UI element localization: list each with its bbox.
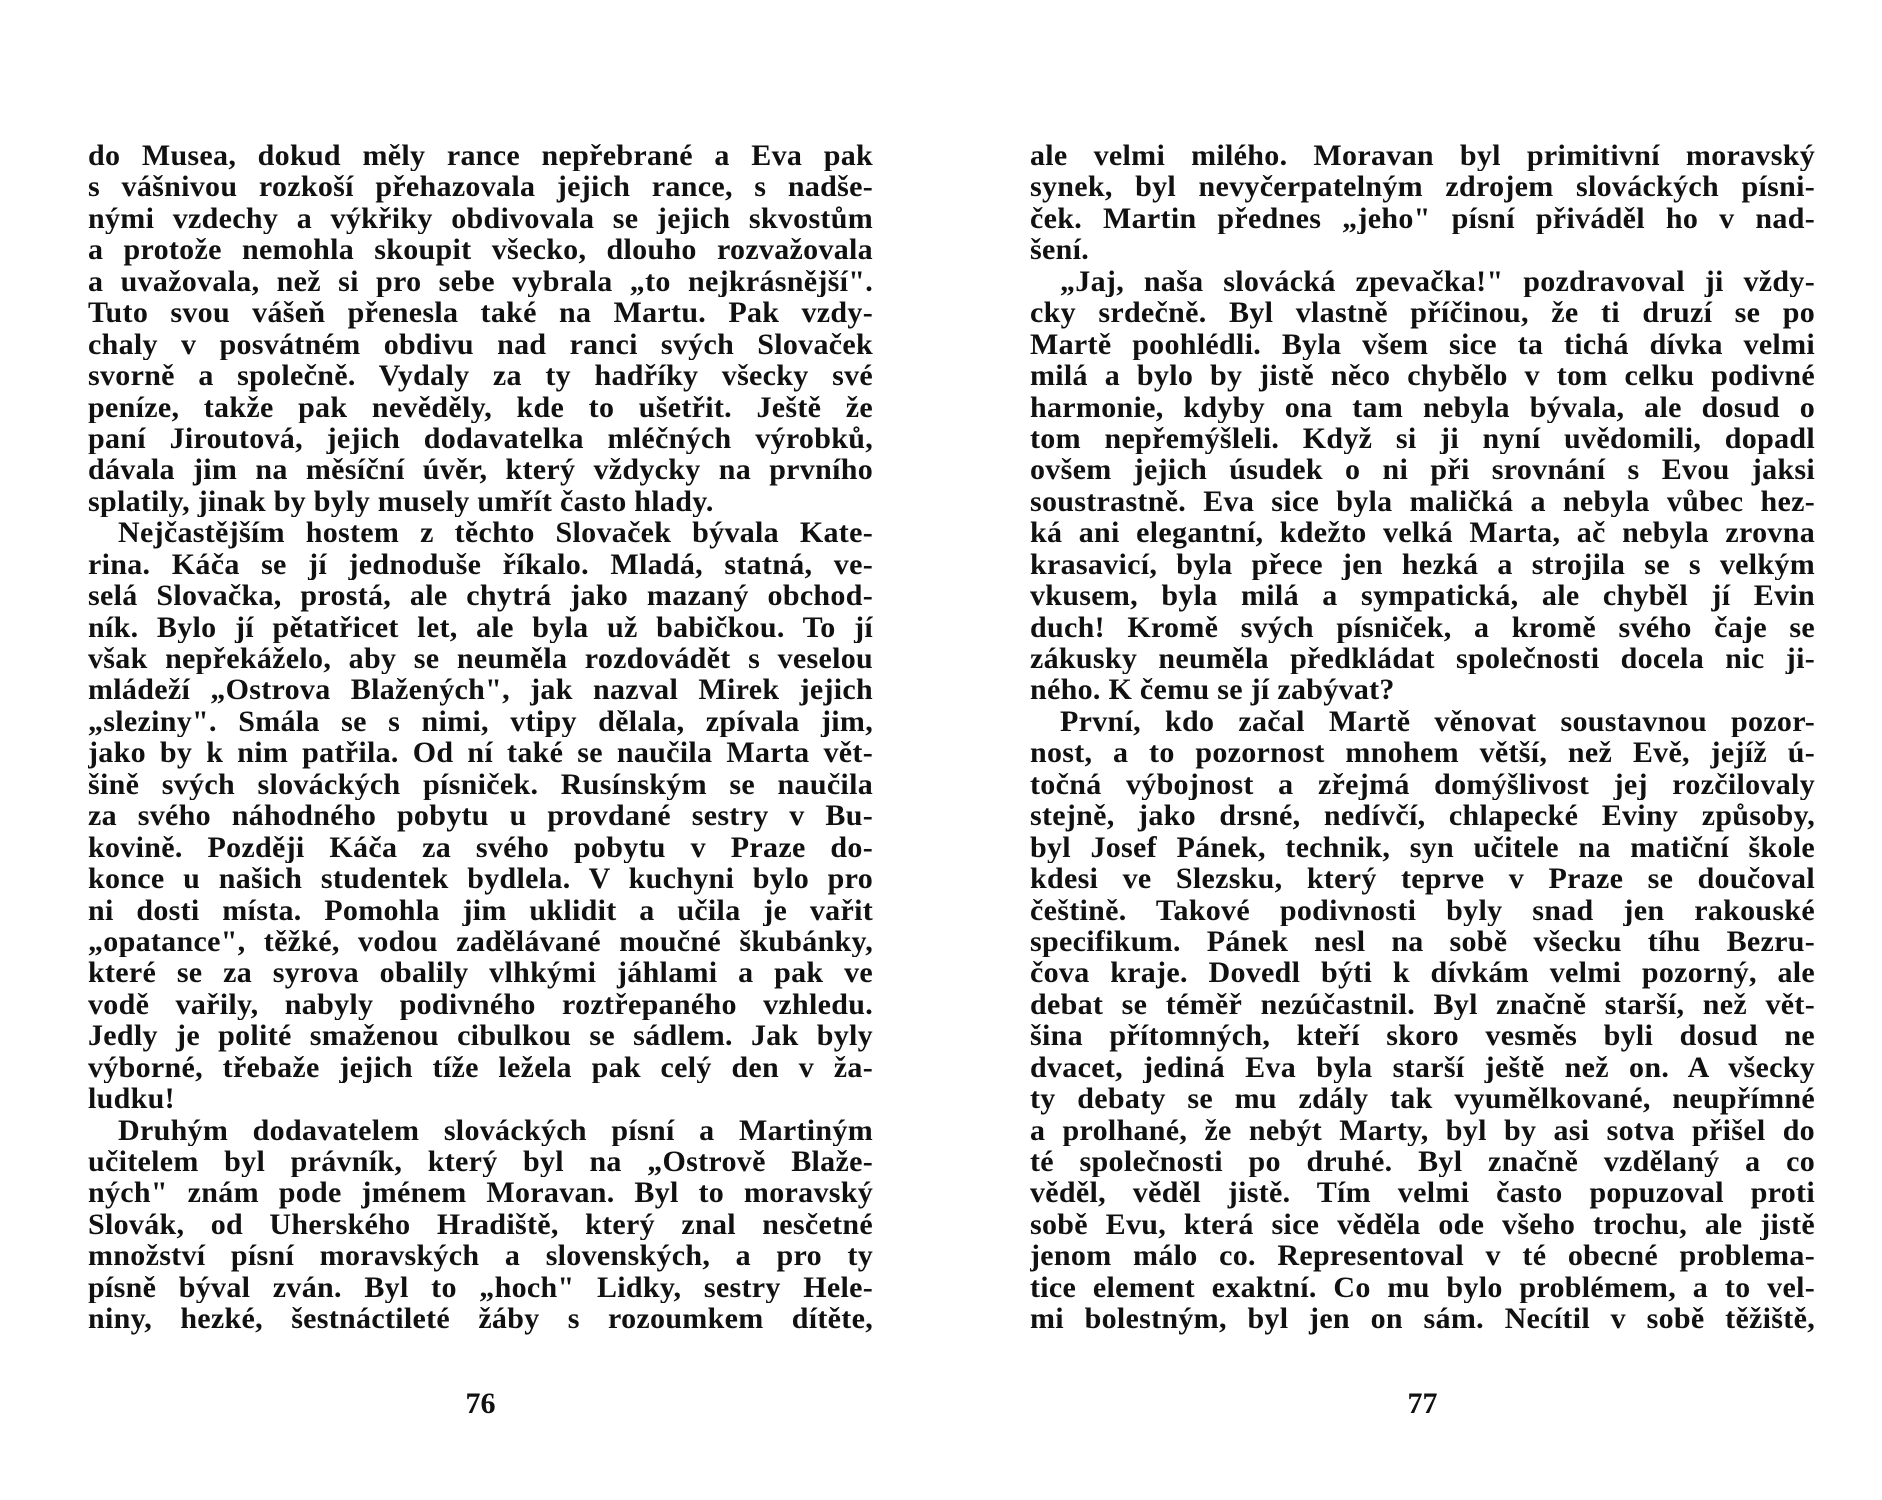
text-line: nými vzdechy a výkřiky obdivovala se jejich skvostům — [88, 202, 873, 235]
text-line: „sleziny". Smála se s nimi, vtipy dělala, zpívala jim, — [88, 705, 873, 738]
text-line: za svého náhodného pobytu u provdané sestry v Bu- — [88, 800, 873, 832]
text-line: První, kdo začal Martě věnovat soustavnou pozor- — [1060, 705, 1815, 738]
text-line: čova kraje. Dovedl býti k dívkám velmi pozorný, ale — [1030, 957, 1815, 989]
text-line: které se za syrova obalily vlhkými jáhlami a pak ve — [88, 957, 873, 989]
text-line: peníze, takže pak nevěděly, kde to ušetřit. Ještě že — [88, 391, 873, 423]
text-line: splatily, jinak by byly musely umřít často hlady. — [88, 485, 714, 518]
text-line: Martě poohlédli. Byla všem sice ta tichá dívka velmi — [1030, 328, 1815, 361]
text-line: chaly v posvátném obdivu nad ranci svých Slovaček — [88, 328, 873, 361]
text-line: debat se téměř nezúčastnil. Byl značně starší, než vět- — [1030, 988, 1815, 1021]
text-line: harmonie, kdyby ona tam nebyla bývala, ale dosud o — [1030, 391, 1815, 423]
text-line: učitelem byl právník, který byl na „Ostrově Blaže- — [88, 1146, 873, 1178]
text-line: mládeží „Ostrova Blažených", jak nazval Mirek jejich — [88, 674, 873, 706]
text-line: ludku! — [88, 1083, 175, 1115]
left-page-number: 76 — [465, 1387, 496, 1420]
text-line: šině svých slováckých písniček. Rusínským se naučila — [88, 768, 873, 801]
text-line: ká ani elegantní, kdežto velká Marta, ač nebyla zrovna — [1030, 517, 1815, 549]
text-line: specifikum. Pánek nesl na sobě všecku tíhu Bezru- — [1030, 925, 1815, 958]
text-line: ných" znám pode jménem Moravan. Byl to moravský — [88, 1177, 873, 1209]
text-line: Nejčastějším hostem z těchto Slovaček bývala Kate- — [118, 517, 873, 549]
text-line: ček. Martin přednes „jeho" písní přiváděl ho v nad- — [1030, 202, 1815, 235]
text-line: byl Josef Pánek, technik, syn učitele na matiční škole — [1030, 831, 1815, 864]
left-page — [88, 140, 873, 1420]
text-line: cky srdečně. Byl vlastně příčinou, že ti druzí se po — [1030, 297, 1815, 329]
text-line: výborné, třebaže jejich tíže ležela pak celý den v ža- — [88, 1051, 873, 1084]
text-line: tom nepřemýšleli. Když si ji nyní uvědomili, dopadl — [1030, 422, 1815, 455]
text-line: množství písní moravských a slovenských, a pro ty — [88, 1240, 873, 1272]
text-line: ni dosti místa. Pomohla jim uklidit a učila je vařit — [88, 894, 873, 926]
text-line: dávala jim na měsíční úvěr, který vždycky na prvního — [88, 454, 873, 486]
text-line: s vášnivou rozkoší přehazovala jejich rance, s nadše- — [88, 171, 873, 203]
text-line: písně býval zván. Byl to „hoch" Lidky, sestry Hele- — [88, 1271, 873, 1304]
text-line: kdesi ve Slezsku, který teprve v Praze se doučoval — [1030, 863, 1815, 895]
text-line: zákusky neuměla předkládat společnosti docela nic ji- — [1030, 643, 1815, 675]
text-line: věděl, věděl jistě. Tím velmi často popuzoval proti — [1030, 1177, 1815, 1209]
text-line: Tuto svou vášeň přenesla také na Martu. Pak vzdy- — [88, 297, 873, 329]
text-line: a prolhané, že nebýt Marty, byl by asi sotva přišel do — [1030, 1114, 1815, 1146]
right-page-number: 77 — [1407, 1387, 1438, 1420]
text-line: Druhým dodavatelem slováckých písní a Martiným — [118, 1114, 873, 1146]
text-line: šina přítomných, kteří skoro vesměs byli dosud ne — [1030, 1020, 1815, 1052]
text-line: jenom málo co. Representoval v té obecné problema- — [1030, 1240, 1815, 1272]
text-line: mi bolestným, byl jen on sám. Necítil v sobě těžiště, — [1030, 1303, 1815, 1335]
text-line: duch! Kromě svých písniček, a kromě svého čaje se — [1030, 611, 1815, 643]
text-line: svorně a společně. Vydaly za ty hadříky všecky své — [88, 360, 873, 392]
text-line: sobě Evu, která sice věděla ode všeho trochu, ale jistě — [1030, 1208, 1815, 1241]
text-line: vkusem, byla milá a sympatická, ale chyběl jí Evin — [1030, 580, 1815, 612]
text-line: točná výbojnost a zřejmá domýšlivost jej rozčilovaly — [1030, 768, 1815, 801]
text-line: milá a bylo by jistě něco chybělo v tom celku podivné — [1030, 360, 1815, 392]
text-line: kovině. Později Káča za svého pobytu v Praze do- — [88, 831, 873, 864]
text-line: do Musea, dokud měly rance nepřebrané a Eva pak — [88, 140, 873, 172]
text-line: „opatance", těžké, vodou zadělávané moučné škubánky, — [88, 925, 873, 958]
text-line: „Jaj, naša slovácká zpevačka!" pozdravoval ji vždy- — [1060, 265, 1815, 298]
text-line: ovšem jejich úsudek o ni při srovnání s Evou jaksi — [1030, 454, 1815, 486]
text-line: Jedly je polité smaženou cibulkou se sádlem. Jak byly — [88, 1020, 873, 1052]
text-line: a uvažovala, než si pro sebe vybrala „to nejkrásnější". — [88, 265, 873, 298]
text-line: stejně, jako drsné, nedívčí, chlapecké Eviny způsoby, — [1030, 800, 1815, 832]
text-line: soustrastně. Eva sice byla maličká a nebyla vůbec hez- — [1030, 485, 1815, 518]
text-line: šení. — [1030, 234, 1090, 266]
text-line: rina. Káča se jí jednoduše říkalo. Mladá, statná, ve- — [88, 548, 873, 581]
right-page-text — [1030, 140, 1815, 1360]
text-line: však nepřekáželo, aby se neuměla rozdovádět s veselou — [88, 643, 873, 675]
text-line: konce u našich studentek bydlela. V kuchyni bylo pro — [88, 863, 873, 895]
text-line: niny, hezké, šestnáctileté žáby s rozoumkem dítěte, — [88, 1303, 873, 1335]
text-line: ale velmi milého. Moravan byl primitivní moravský — [1030, 140, 1815, 172]
text-line: selá Slovačka, prostá, ale chytrá jako mazaný obchod- — [88, 580, 873, 612]
text-line: ného. K čemu se jí zabývat? — [1030, 674, 1395, 706]
text-line: krasavicí, byla přece jen hezká a strojila se s velkým — [1030, 548, 1815, 581]
text-line: vodě vařily, nabyly podivného roztřepaného vzhledu. — [88, 988, 873, 1021]
text-line: nost, a to pozornost mnohem větší, než Evě, jejíž ú- — [1030, 737, 1815, 769]
right-page — [1030, 140, 1815, 1420]
text-line: jako by k nim patřila. Od ní také se naučila Marta vět- — [88, 737, 873, 769]
left-page-text — [88, 140, 873, 1360]
text-line: a protože nemohla skoupit všecko, dlouho rozvažovala — [88, 234, 873, 266]
text-line: paní Jiroutová, jejich dodavatelka mléčných výrobků, — [88, 422, 873, 455]
text-line: tice element exaktní. Co mu bylo problémem, a to vel- — [1030, 1271, 1815, 1304]
text-line: dvacet, jediná Eva byla starší ještě než on. A všecky — [1030, 1051, 1815, 1084]
text-line: ník. Bylo jí pětatřicet let, ale byla už babičkou. To jí — [88, 611, 873, 643]
text-line: synek, byl nevyčerpatelným zdrojem slováckých písni- — [1030, 171, 1815, 203]
text-line: češtině. Takové podivnosti byly snad jen rakouské — [1030, 894, 1815, 926]
text-line: té společnosti po druhé. Byl značně vzdělaný a co — [1030, 1146, 1815, 1178]
text-line: Slovák, od Uherského Hradiště, který znal nesčetné — [88, 1208, 873, 1241]
text-line: ty debaty se mu zdály tak vyumělkované, neupřímné — [1030, 1083, 1815, 1115]
